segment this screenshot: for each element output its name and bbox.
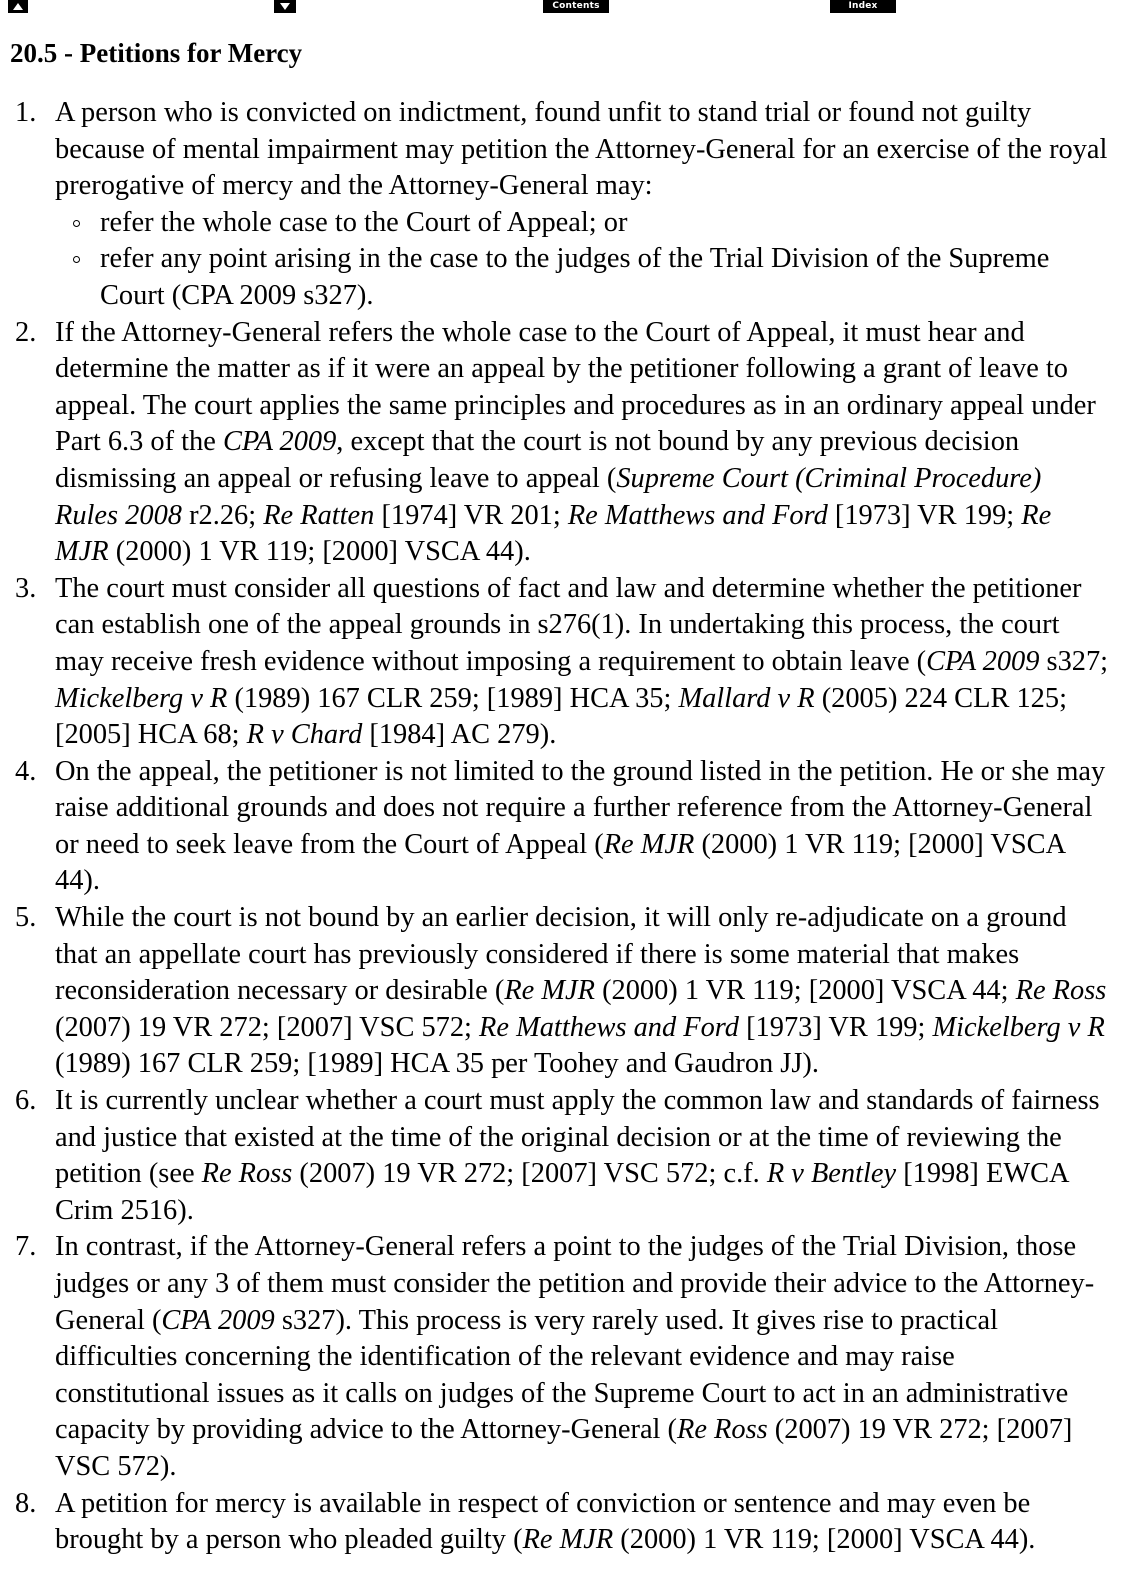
case-name: Re Ross <box>201 1158 293 1190</box>
text-run: (2000) 1 VR 119; [2000] VSCA 44). <box>108 536 531 568</box>
text-run: While the court is not bound by an earlier decision, it will only re-adjudicate on a ground that an appellate court has previously considered if there is some material that makes reconsideration necessary or desirable ( <box>55 902 1067 1007</box>
text-run: (2007) 19 VR 272; [2007] VSC 572). <box>55 1414 1073 1482</box>
up-arrow-button[interactable] <box>8 0 28 13</box>
sub-list-item-text: refer any point arising in the case to the judges of the Trial Division of the Supreme Court (CPA 2009 s327). <box>100 243 1050 311</box>
case-name: Re MJR <box>55 499 1052 568</box>
case-name: Mickelberg v R <box>932 1011 1105 1043</box>
paragraph-1 <box>15 95 1110 315</box>
text-run: , except that the court is not bound by any previous decision dismissing an appeal or refusing leave to appeal ( <box>55 426 1020 494</box>
legislation-title: Supreme Court (Criminal Procedure) Rules 2008 <box>55 462 1042 531</box>
case-name: Re Matthews and Ford <box>567 499 828 531</box>
text-run: [1974] VR 201; <box>374 499 568 531</box>
paragraph-8 <box>15 1486 1110 1559</box>
top-navigation-bar <box>0 0 1125 14</box>
case-name: Re Matthews and Ford <box>479 1011 739 1043</box>
text-run: (2000) 1 VR 119; [2000] VSCA 44; <box>594 975 1016 1007</box>
text-run: It is currently unclear whether a court must apply the common law and standards of fairness and justice that existed at the time of the original decision or at the time of reviewing the petition (see <box>55 1085 1100 1190</box>
sub-list-item-text: refer the whole case to the Court of Appeal; or <box>100 206 628 238</box>
paragraph-text: A person who is convicted on indictment, found unfit to stand trial or found not guilty because of mental impairment may petition the Attorney-General for an exercise of the royal prerogative of mercy and the Attorney-General may: <box>55 97 1108 202</box>
case-name: Re Ross <box>677 1414 768 1446</box>
legislation-title: CPA 2009 <box>926 645 1040 677</box>
sub-list-item <box>100 205 1110 242</box>
legislation-title: CPA 2009 <box>161 1304 275 1336</box>
paragraph-number: 2. <box>15 316 37 348</box>
text-run: (2007) 19 VR 272; [2007] VSC 572; c.f. <box>292 1158 767 1190</box>
paragraph-4 <box>15 754 1110 900</box>
text-run: If the Attorney-General refers the whole case to the Court of Appeal, it must hear and determine the matter as if it were an appeal by the petitioner following a grant of leave to appeal. The court applies the same principles and procedures as in an ordinary appeal under Part 6.3 of the <box>55 316 1096 458</box>
paragraph-6 <box>15 1083 1110 1229</box>
contents-button[interactable]: Contents <box>543 0 609 13</box>
text-run: (1989) 167 CLR 259; [1989] HCA 35; <box>227 682 679 714</box>
text-run: A petition for mercy is available in respect of conviction or sentence and may even be brought by a person who pleaded guilty ( <box>55 1487 1031 1556</box>
index-button[interactable]: Index <box>830 0 896 13</box>
text-run: [1973] VR 199; <box>739 1011 933 1043</box>
text-run: In contrast, if the Attorney-General refers a point to the judges of the Trial Division, those judges or any 3 of them must consider the petition and provide their advice to the Attorney-General ( <box>55 1231 1095 1336</box>
text-run: (2000) 1 VR 119; [2000] VSCA 44). <box>613 1524 1036 1556</box>
paragraph-number: 7. <box>15 1231 37 1263</box>
paragraph-number: 1. <box>15 97 37 128</box>
text-run: s327). This process is very rarely used. It gives rise to practical difficulties concerning the identification of the relevant evidence and may raise constitutional issues as it calls on judges of the Supreme Court to act in an administrative capacity by providing advice to the Attorney-General ( <box>55 1304 1069 1446</box>
text-run: On the appeal, the petitioner is not limited to the ground listed in the petition. He or she may raise additional grounds and does not require a further reference from the Attorney-General or need to seek leave from the Court of Appeal ( <box>55 755 1106 860</box>
paragraph-number: 3. <box>15 572 37 604</box>
paragraph-number: 6. <box>15 1085 37 1117</box>
text-run: [1973] VR 199; <box>827 499 1022 531</box>
case-name: Re MJR <box>522 1524 614 1556</box>
sub-list-item <box>100 241 1110 314</box>
text-run: (2007) 19 VR 272; [2007] VSC 572; <box>55 1011 480 1043</box>
paragraph-3 <box>15 571 1110 754</box>
case-name: R v Bentley <box>766 1158 897 1190</box>
paragraph-7 <box>15 1229 1110 1485</box>
bullet-icon <box>73 220 80 227</box>
section-title: 20.5 - Petitions for Mercy <box>10 38 303 68</box>
text-run: [1998] EWCA Crim 2516). <box>55 1158 1068 1226</box>
paragraph-number: 5. <box>15 902 37 934</box>
text-run: [1984] AC 279). <box>362 719 557 751</box>
case-name: Mallard v R <box>678 682 815 714</box>
bullet-icon <box>73 256 80 263</box>
paragraph-5 <box>15 900 1110 1083</box>
text-run: s327; <box>1039 645 1109 677</box>
case-name: R v Chard <box>246 719 363 751</box>
case-name: Re Ratten <box>263 499 375 531</box>
down-arrow-icon <box>280 3 290 10</box>
case-name: Re MJR <box>504 975 595 1007</box>
text-run: The court must consider all questions of fact and law and determine whether the petitioner can establish one of the appeal grounds in s276(1). In undertaking this process, the court may receive fresh evidence without imposing a requirement to obtain leave ( <box>55 572 1082 677</box>
text-run: r2.26; <box>181 499 264 531</box>
text-run: (1989) 167 CLR 259; [1989] HCA 35 per Toohey and Gaudron JJ). <box>55 1048 819 1080</box>
paragraph-list <box>0 95 1110 1559</box>
up-arrow-icon <box>13 3 23 10</box>
text-run: (2005) 224 CLR 125; [2005] HCA 68; <box>55 682 1067 751</box>
paragraph-2 <box>15 315 1110 571</box>
down-arrow-button[interactable] <box>274 0 296 13</box>
legislation-title: CPA 2009 <box>222 426 337 458</box>
sub-list <box>55 205 1110 315</box>
paragraph-number: 8. <box>15 1487 37 1519</box>
case-name: Re Ross <box>1015 975 1107 1007</box>
paragraph-number: 4. <box>15 755 37 787</box>
case-name: Re MJR <box>603 828 695 860</box>
text-run: (2000) 1 VR 119; [2000] VSCA 44). <box>55 828 1065 897</box>
case-name: Mickelberg v R <box>55 682 228 714</box>
